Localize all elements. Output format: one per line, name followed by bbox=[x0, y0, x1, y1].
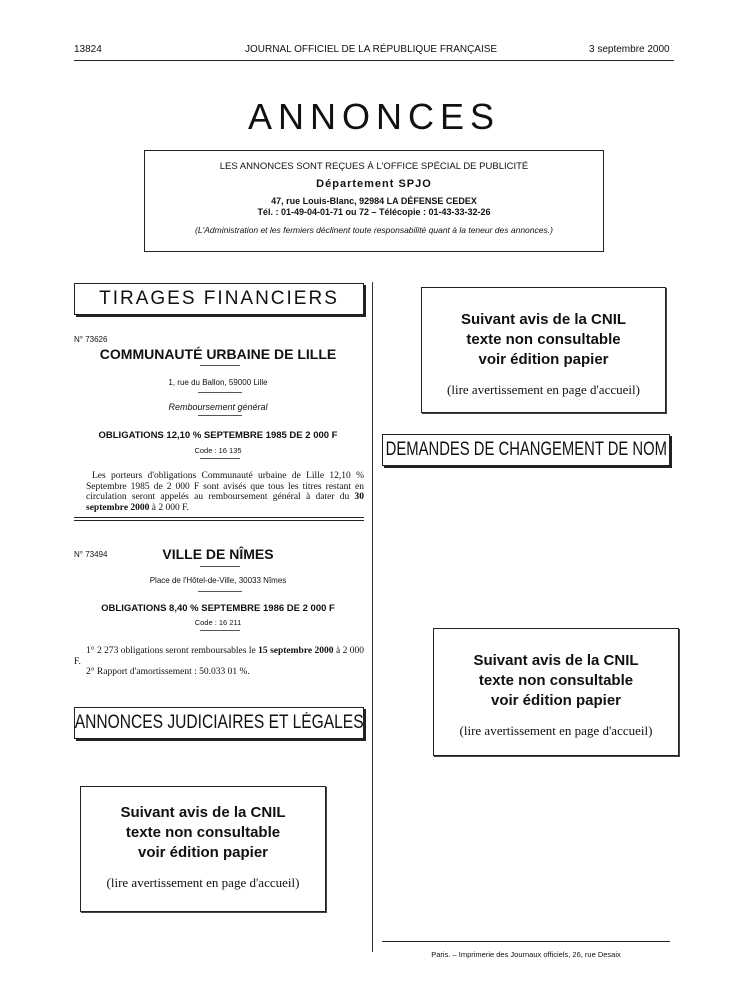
page-number: 13824 bbox=[74, 44, 102, 55]
cnil-line: Suivant avis de la CNIL bbox=[460, 311, 627, 328]
bond-title: OBLIGATIONS 12,10 % SEPTEMBRE 1985 DE 2 000 F bbox=[98, 430, 338, 441]
bond-title: OBLIGATIONS 8,40 % SEPTEMBRE 1986 DE 2 000 F bbox=[101, 603, 335, 614]
divider bbox=[200, 566, 240, 567]
notice-disclaimer: (L'Administration et les fermiers déclinent toute responsabilité quant à la teneur des annonces.) bbox=[195, 225, 553, 235]
divider bbox=[198, 591, 242, 592]
notice-name: VILLE DE NÎMES bbox=[162, 546, 274, 562]
notice-address: 47, rue Louis-Blanc, 92984 LA DÉFENSE CEDEX bbox=[271, 196, 477, 206]
section-tirages-financiers bbox=[74, 283, 364, 315]
footer-rule bbox=[382, 941, 670, 942]
cnil-line: texte non consultable bbox=[478, 672, 634, 689]
divider bbox=[198, 415, 242, 416]
notice-number: N° 73494 bbox=[74, 550, 108, 559]
notice-box bbox=[144, 150, 604, 252]
section-title: ANNONCES JUDICIAIRES ET LÉGALES bbox=[74, 712, 364, 733]
bond-code: Code : 16 135 bbox=[194, 446, 242, 455]
cnil-line: voir édition papier bbox=[490, 692, 622, 709]
notice-subtitle: Remboursement général bbox=[168, 402, 268, 412]
notice-name: COMMUNAUTÉ URBAINE DE LILLE bbox=[99, 346, 337, 362]
cnil-note: (lire avertissement en page d'accueil) bbox=[447, 382, 640, 397]
notice-address: Place de l'Hôtel-de-Ville, 30033 Nîmes bbox=[149, 576, 287, 585]
cnil-box bbox=[421, 287, 666, 413]
divider bbox=[200, 458, 240, 459]
journal-name: JOURNAL OFFICIEL DE LA RÉPUBLIQUE FRANÇAISE bbox=[245, 44, 498, 55]
section-annonces-judiciaires bbox=[74, 707, 364, 739]
notice-line: LES ANNONCES SONT REÇUES À L'OFFICE SPÉCIAL DE PUBLICITÉ bbox=[219, 161, 529, 172]
notice-department: Département SPJO bbox=[316, 178, 432, 190]
column-divider bbox=[372, 282, 373, 952]
bond-code: Code : 16 211 bbox=[194, 618, 242, 627]
cnil-note: (lire avertissement en page d'accueil) bbox=[459, 723, 653, 738]
notice-body: Les porteurs d'obligations Communauté urbaine de Lille 12,10 % Septembre 1985 de 2 000 F sont avisés que tous les titres restant en circulation seront appelés au remboursement général à dater du 30 septembre 2000 à 2 000 F. bbox=[86, 471, 364, 513]
cnil-box bbox=[80, 786, 326, 912]
notice-number: N° 73626 bbox=[74, 335, 108, 344]
cnil-box bbox=[433, 628, 679, 756]
section-changement-nom bbox=[382, 434, 670, 466]
cnil-line: voir édition papier bbox=[137, 844, 269, 861]
divider bbox=[200, 365, 240, 366]
page-title: ANNONCES bbox=[247, 96, 501, 137]
notice-phones: Tél. : 01-49-04-01-71 ou 72 – Télécopie : 01-43-33-32-26 bbox=[257, 207, 491, 217]
notice-separator bbox=[74, 517, 364, 518]
section-title: DEMANDES DE CHANGEMENT DE NOM bbox=[385, 439, 667, 460]
imprint: Paris. – Imprimerie des Journaux officiels, 26, rue Desaix bbox=[431, 950, 621, 959]
cnil-line: voir édition papier bbox=[478, 351, 609, 368]
notice-address: 1, rue du Ballon, 59000 Lille bbox=[168, 378, 268, 387]
notice-body: 1° 2 273 obligations seront remboursables le 15 septembre 2000 à 2 000 F. 2° Rapport d'amortissement : 50.033 01 %. bbox=[74, 646, 364, 677]
section-title: TIRAGES FINANCIERS bbox=[99, 288, 339, 309]
cnil-line: Suivant avis de la CNIL bbox=[473, 652, 639, 669]
divider bbox=[200, 630, 240, 631]
notice-separator bbox=[74, 520, 364, 521]
cnil-line: texte non consultable bbox=[125, 824, 281, 841]
cnil-note: (lire avertissement en page d'accueil) bbox=[106, 875, 300, 890]
cnil-line: Suivant avis de la CNIL bbox=[120, 804, 286, 821]
divider bbox=[198, 392, 242, 393]
header-rule bbox=[74, 60, 674, 61]
cnil-line: texte non consultable bbox=[466, 331, 621, 348]
issue-date: 3 septembre 2000 bbox=[589, 44, 670, 55]
